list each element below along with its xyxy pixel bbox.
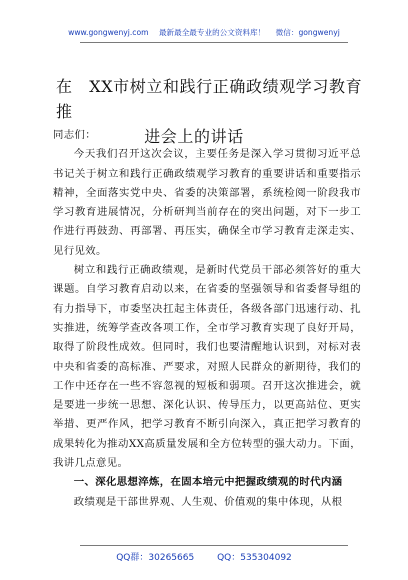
page-header bbox=[0, 27, 408, 38]
header-divider bbox=[80, 42, 348, 43]
page-footer bbox=[0, 550, 408, 563]
title-line-2: 进会上的讲话 bbox=[144, 127, 244, 146]
header-slogan: 最新最全最专业的公文资料库！ bbox=[158, 28, 266, 37]
section-heading: 一、深化思想淬炼，在固本培元中把握政绩观的时代内涵 bbox=[73, 476, 343, 489]
footer-qq: QQ：535304092 bbox=[217, 553, 292, 563]
paragraph-intro: 今天我们召开这次会议，主要任务是深入学习贯彻习近平总书记关于树立和践行正确政绩观学习教育的重要讲话和重要指示精神，全面落实党中央、省委的决策部署，系统检阅一阶段我市学习教育进展情况，分析研判当前存在的突出问题，对下一步工作进行再鼓劲、再部署、再压实，确保全市学习教育走深走实、见行见效。 bbox=[53, 148, 361, 257]
paragraph-context: 树立和践行正确政绩观，是新时代党员干部必须答好的重大课题。自学习教育启动以来，在省委的坚强领导和省委督导组的有力指导下，市委坚决扛起主体责任，各级各部门迅速行动、扎实推进，统筹学查改各项工作，全市学习教育实现了良好开局，取得了阶段性成效。但同时，我们也要清醒地认识到，对标对表中央和省委的高标准、严要求，对照人民群众的新期待，我们的工作中还存在一些不容忽视的短板和弱项。召开这次推进会，就是要进一步统一思想、深化认识、传导压力，以更高站位、更实举措、更严作风，把学习教育不断引向深入，真正把学习教育的成果转化为推动XX高质量发展和全方位转型的强大动力。下面，我讲几点意见。 bbox=[53, 264, 361, 470]
footer-divider bbox=[80, 545, 348, 546]
header-site-link[interactable]: www.gongwenyj.com bbox=[68, 28, 149, 37]
document-body bbox=[53, 126, 361, 512]
title-line-1: 在 XX市树立和践行正确政绩观学习教育推 bbox=[56, 77, 363, 121]
footer-qq-group: QQ群：30265665 bbox=[116, 553, 195, 563]
salutation: 同志们： bbox=[53, 129, 96, 141]
paragraph-section-start: 政绩观是干部世界观、人生观、价值观的集中体现，从根 bbox=[73, 495, 343, 508]
header-wechat: 微信：gongwenyj bbox=[275, 28, 340, 37]
